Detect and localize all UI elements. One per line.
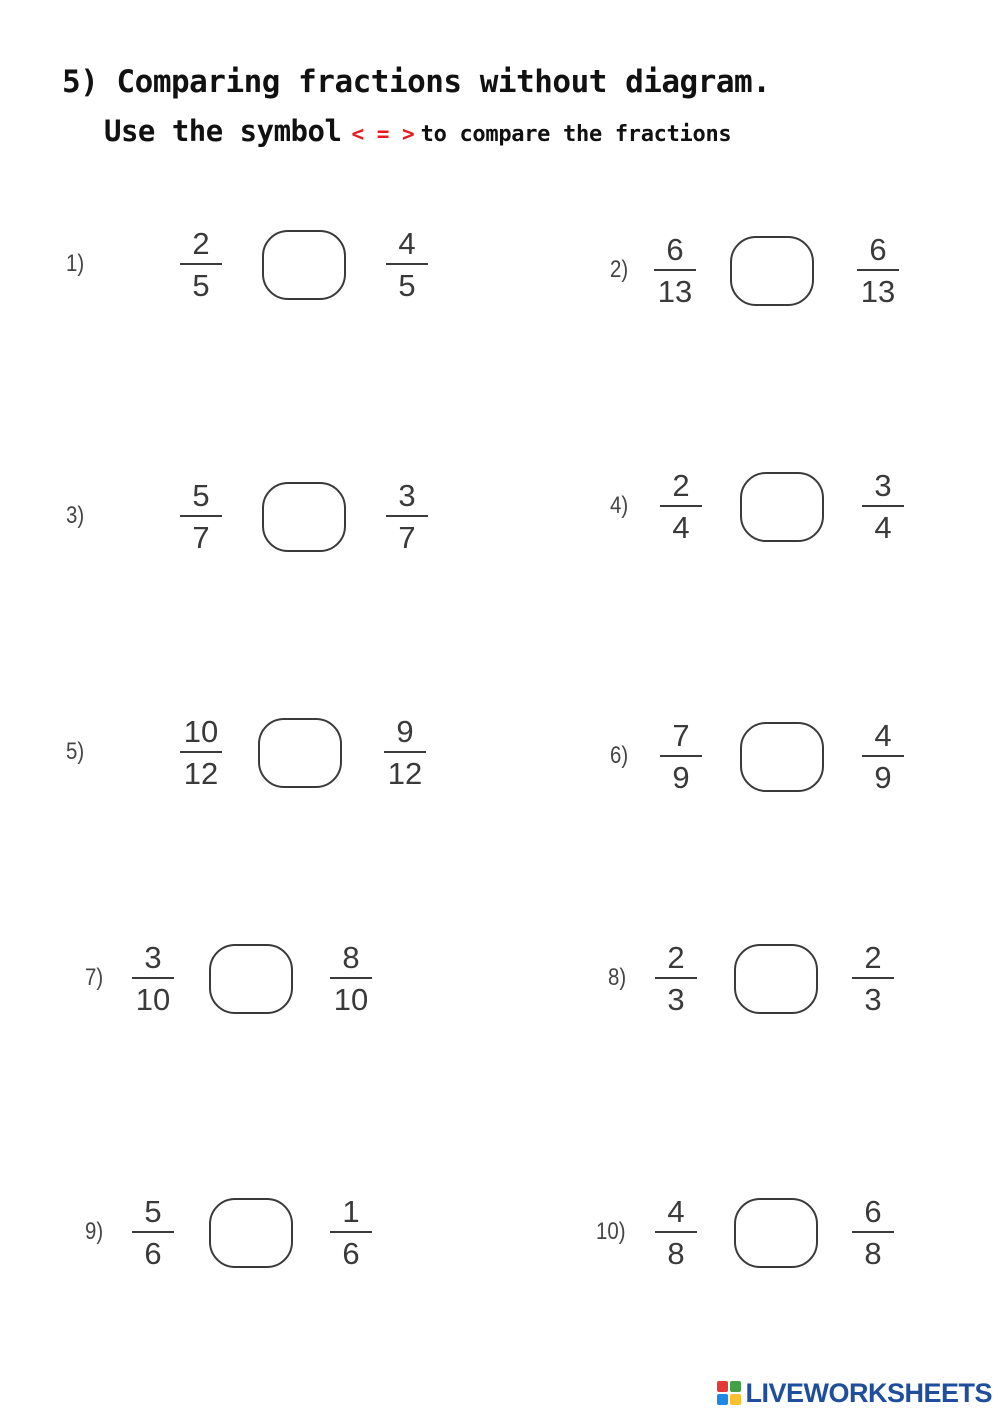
problem-number: 1) xyxy=(66,250,85,277)
answer-box[interactable] xyxy=(740,472,824,542)
instruction-tail: to compare the fractions xyxy=(420,122,732,147)
fraction-bar xyxy=(180,263,222,265)
answer-box[interactable] xyxy=(262,482,346,552)
left-denominator: 12 xyxy=(183,756,219,791)
left-fraction xyxy=(130,942,176,1016)
right-numerator: 8 xyxy=(342,940,360,975)
left-denominator: 13 xyxy=(657,274,693,309)
left-fraction xyxy=(178,480,224,554)
fraction-bar xyxy=(384,751,426,753)
problem-number: 10) xyxy=(596,1218,626,1245)
fraction-bar xyxy=(654,269,696,271)
right-numerator: 2 xyxy=(864,940,882,975)
problem-8 xyxy=(608,942,910,1032)
fraction-bar xyxy=(862,505,904,507)
left-denominator: 8 xyxy=(667,1236,685,1271)
right-denominator: 7 xyxy=(398,520,416,555)
left-numerator: 2 xyxy=(667,940,685,975)
fraction-bar xyxy=(862,755,904,757)
right-denominator: 9 xyxy=(874,760,892,795)
right-numerator: 1 xyxy=(342,1194,360,1229)
fraction-bar xyxy=(180,751,222,753)
problem-number: 5) xyxy=(66,738,85,765)
problem-number: 2) xyxy=(610,256,629,283)
right-numerator: 3 xyxy=(874,468,892,503)
fraction-bar xyxy=(386,263,428,265)
right-denominator: 10 xyxy=(333,982,369,1017)
left-fraction xyxy=(658,720,704,794)
right-denominator: 6 xyxy=(342,1236,360,1271)
fraction-bar xyxy=(660,505,702,507)
right-denominator: 5 xyxy=(398,268,416,303)
right-denominator: 3 xyxy=(864,982,882,1017)
left-numerator: 3 xyxy=(144,940,162,975)
fraction-bar xyxy=(852,977,894,979)
problem-number: 7) xyxy=(85,964,104,991)
left-numerator: 10 xyxy=(183,714,219,749)
answer-box[interactable] xyxy=(209,1198,293,1268)
right-fraction xyxy=(384,228,430,302)
right-denominator: 13 xyxy=(860,274,896,309)
right-denominator: 12 xyxy=(387,756,423,791)
fraction-bar xyxy=(852,1231,894,1233)
left-numerator: 6 xyxy=(666,232,684,267)
instruction-line xyxy=(104,114,731,148)
instruction-lead: Use the symbol xyxy=(104,114,342,148)
right-fraction xyxy=(382,716,428,790)
right-numerator: 6 xyxy=(869,232,887,267)
fraction-bar xyxy=(180,515,222,517)
fraction-bar xyxy=(132,1231,174,1233)
problem-1 xyxy=(66,228,444,318)
left-numerator: 5 xyxy=(192,478,210,513)
right-numerator: 3 xyxy=(398,478,416,513)
left-fraction xyxy=(130,1196,176,1270)
left-numerator: 2 xyxy=(192,226,210,261)
fraction-bar xyxy=(660,755,702,757)
answer-box[interactable] xyxy=(734,944,818,1014)
right-fraction xyxy=(384,480,430,554)
left-numerator: 2 xyxy=(672,468,690,503)
right-numerator: 6 xyxy=(864,1194,882,1229)
left-fraction xyxy=(658,470,704,544)
right-fraction xyxy=(850,942,896,1016)
left-denominator: 5 xyxy=(192,268,210,303)
answer-box[interactable] xyxy=(258,718,342,788)
right-fraction xyxy=(860,470,906,544)
problem-2 xyxy=(610,234,915,324)
right-fraction xyxy=(860,720,906,794)
problem-4 xyxy=(610,470,920,560)
problem-number: 8) xyxy=(608,964,627,991)
problem-3 xyxy=(66,480,444,570)
worksheet-heading: 5) Comparing fractions without diagram. xyxy=(62,64,771,100)
problem-number: 3) xyxy=(66,502,85,529)
problem-7 xyxy=(85,942,388,1032)
left-denominator: 6 xyxy=(144,1236,162,1271)
answer-box[interactable] xyxy=(734,1198,818,1268)
problem-10 xyxy=(596,1196,910,1286)
right-fraction xyxy=(855,234,901,308)
problem-number: 4) xyxy=(610,492,629,519)
left-denominator: 4 xyxy=(672,510,690,545)
right-numerator: 4 xyxy=(398,226,416,261)
logo-text: LIVEWORKSHEETS xyxy=(745,1377,992,1408)
left-numerator: 5 xyxy=(144,1194,162,1229)
fraction-bar xyxy=(655,977,697,979)
left-numerator: 7 xyxy=(672,718,690,753)
right-numerator: 4 xyxy=(874,718,892,753)
right-denominator: 8 xyxy=(864,1236,882,1271)
liveworksheets-logo xyxy=(717,1376,992,1410)
left-fraction xyxy=(652,234,698,308)
answer-box[interactable] xyxy=(209,944,293,1014)
fraction-bar xyxy=(386,515,428,517)
answer-box[interactable] xyxy=(730,236,814,306)
problem-number: 9) xyxy=(85,1218,104,1245)
left-denominator: 9 xyxy=(672,760,690,795)
right-numerator: 9 xyxy=(396,714,414,749)
right-fraction xyxy=(328,1196,374,1270)
right-fraction xyxy=(850,1196,896,1270)
answer-box[interactable] xyxy=(262,230,346,300)
left-numerator: 4 xyxy=(667,1194,685,1229)
fraction-bar xyxy=(655,1231,697,1233)
left-denominator: 3 xyxy=(667,982,685,1017)
liveworksheets-logo-icon xyxy=(717,1381,741,1405)
fraction-bar xyxy=(132,977,174,979)
fraction-bar xyxy=(857,269,899,271)
fraction-bar xyxy=(330,1231,372,1233)
left-denominator: 7 xyxy=(192,520,210,555)
answer-box[interactable] xyxy=(740,722,824,792)
left-denominator: 10 xyxy=(135,982,171,1017)
left-fraction xyxy=(653,942,699,1016)
problem-9 xyxy=(85,1196,388,1286)
left-fraction xyxy=(178,716,224,790)
left-fraction xyxy=(178,228,224,302)
fraction-bar xyxy=(330,977,372,979)
problem-6 xyxy=(610,720,920,810)
left-fraction xyxy=(653,1196,699,1270)
comparison-symbols: < = > xyxy=(351,122,415,146)
problem-number: 6) xyxy=(610,742,629,769)
right-fraction xyxy=(328,942,374,1016)
problem-5 xyxy=(66,716,442,806)
right-denominator: 4 xyxy=(874,510,892,545)
